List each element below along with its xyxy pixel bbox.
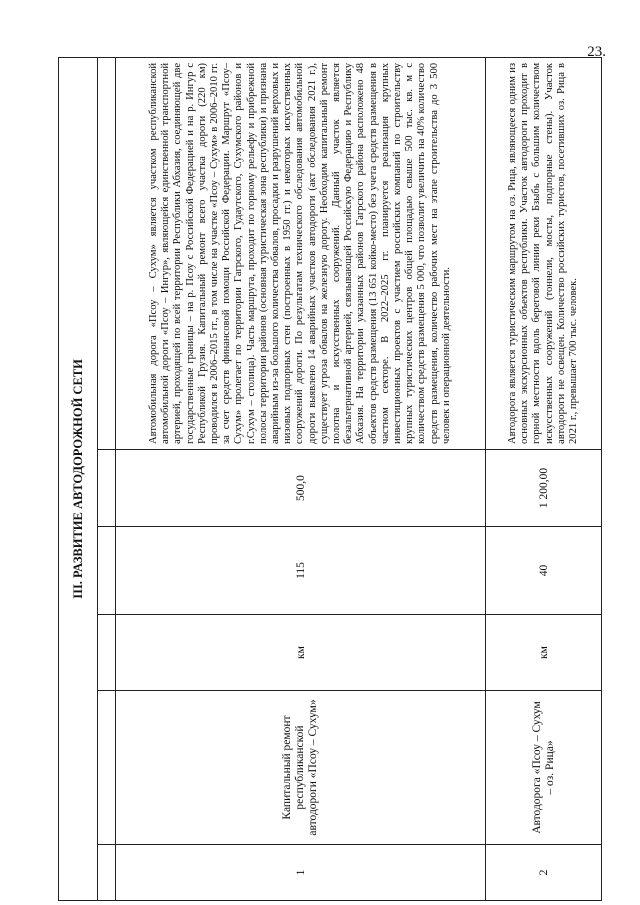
blank-cell <box>98 450 116 527</box>
description-cell: Автодорога является туристическим маршрутом на оз. Рица, являющееся одним из основных экскурсионных объектов республики. Участок автодороги проходит в горной местности вдоль береговой линии реки Бзыбь с большим количеством искусственных сооружений (тоннели, мосты, подпорные стены). Участок автодороги не освещен. Количество российских туристов, посетивших оз. Рица в 2021 г., превышает 700 тыс. человек. <box>486 57 602 449</box>
quantity-cell: 40 <box>486 527 602 615</box>
description-cell: Автомобильная дорога «Псоу – Сухум» является участком республиканской автомобильной дороги «Псоу – Ингур», являющейся единственной транспортной артерией, проходящей по всей территории Республики Абхазия, соединяющей две государственные границы – на р. Псоу с Российской Федерацией и на р. Ингур с Республикой Грузия. Капитальный ремонт всего участка дороги (220 км) проводился в 2006–2015 гг., в том числе на участке «Псоу – Сухум» в 2006–2010 гг. за счет средств финансовой помощи Российской Федерации. Маршрут «Псоу–Сухум» пролегает по территории Гагрского, Гудаутского, Сухумского районов и г.Сухум – столица). Часть маршрута, проходит по горному рельефу и прибрежной полосы территории районов (основная туристическая зона республики) и признана аварийным из-за большого количества обвалов, просадки и разрушений верховых и низовых подпорных стен (построенных в 1950 гг.) и некоторых искусственных сооружений дороги. По результатам технического обследования автомобильной дороги выявлено 14 аварийных участков автодороги (акт обследования 2021 г.), существует угроза обвалов на железную дорогу. Необходим капитальный ремонт полотна и искусственных сооружений. Данный участок является безальтернативной артерией, связывающей Российскую Федерацию и Республику Абхазия. На территории указанных районов Гагрского района расположено 48 объектов средств размещения (13 651 койко-место) без учета средств размещения в частном секторе. В 2022–2025 гг. планируется реализация крупных инвестиционных проектов с участием российских компаний по строительству крупных туристических центров общей площадью свыше 500 тыс. кв. м с количеством средств размещения 5 000, что позволит увеличить на 40% количество средств размещения, количество рабочих мест на этапе строительства до 3 500 человек и операционной деятельности. <box>116 57 486 449</box>
unit-cell: км <box>486 615 602 691</box>
project-name: Капитальный ремонт республиканской автодороги «Псоу – Сухум» <box>116 691 486 845</box>
cost-cell: 500,0 <box>116 450 486 527</box>
road-development-table <box>58 57 602 901</box>
page-number: 23. <box>587 44 606 60</box>
table-row <box>486 57 602 900</box>
quantity-cell: 115 <box>116 527 486 615</box>
blank-cell <box>98 691 116 845</box>
table-row <box>116 57 486 900</box>
row-number: 2 <box>486 845 602 901</box>
blank-cell <box>98 527 116 615</box>
section-title: III. РАЗВИТИЕ АВТОДОРОЖНОЙ СЕТИ <box>59 57 98 900</box>
blank-cell <box>98 845 116 901</box>
row-number: 1 <box>116 845 486 901</box>
blank-cell <box>98 615 116 691</box>
cost-cell: 1 200,00 <box>486 450 602 527</box>
rotated-table-sheet <box>58 58 600 901</box>
section-row <box>59 57 98 900</box>
blank-cell <box>98 57 116 449</box>
project-name: Автодорога «Псоу – Сухум – оз. Рица» <box>486 691 602 845</box>
blank-header-row <box>98 57 116 900</box>
unit-cell: км <box>116 615 486 691</box>
